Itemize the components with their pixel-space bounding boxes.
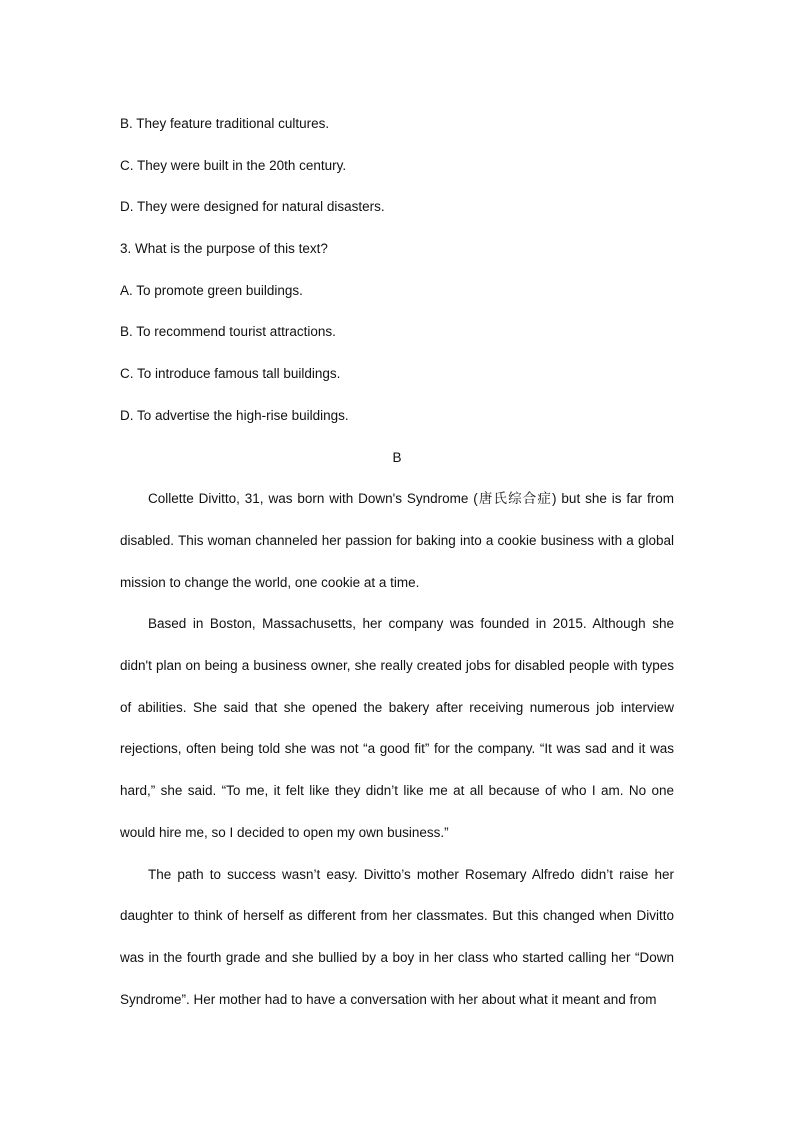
paragraph-2: Based in Boston, Massachusetts, her company was founded in 2015. Although she didn't plan on being a business owner, she really created jobs for disabled people with types of abilities. She said that she opened the bakery after receiving numerous job interview rejections, often being told she was not “a good fit” for the company. “It was sad and it was hard,” she said. “To me, it felt like they didn’t like me at all because of who I am. No one would hire me, so I decided to open my own business.”: [120, 616, 674, 840]
q2-option-b: B. They feature traditional cultures.: [120, 116, 330, 131]
paragraph-1: Collette Divitto, 31, was born with Down's Syndrome (唐氏综合症) but she is far from disabled. This woman channeled her passion for baking into a cookie business with a global mission to change the world, one cookie at a time.: [120, 491, 674, 590]
paragraph-3: The path to success wasn’t easy. Divitto’s mother Rosemary Alfredo didn’t raise her daughter to think of herself as different from her classmates. But this changed when Divitto was in the fourth grade and she bullied by a boy in her class who started calling her “Down Syndrome”. Her mother had to have a conversation with her about what it meant and from: [120, 866, 674, 1007]
document-content: [120, 103, 674, 1020]
q3-option-b: B. To recommend tourist attractions.: [120, 324, 336, 340]
section-b-heading: B: [392, 449, 402, 465]
q3-option-d: D. To advertise the high-rise buildings.: [120, 407, 349, 423]
q3-option-a: A. To promote green buildings.: [120, 282, 303, 298]
q3-option-c: C. To introduce famous tall buildings.: [120, 366, 341, 382]
q2-option-d: D. They were designed for natural disasters.: [120, 199, 385, 215]
q3-stem: 3. What is the purpose of this text?: [120, 241, 328, 257]
q2-option-c: C. They were built in the 20th century.: [120, 157, 347, 173]
